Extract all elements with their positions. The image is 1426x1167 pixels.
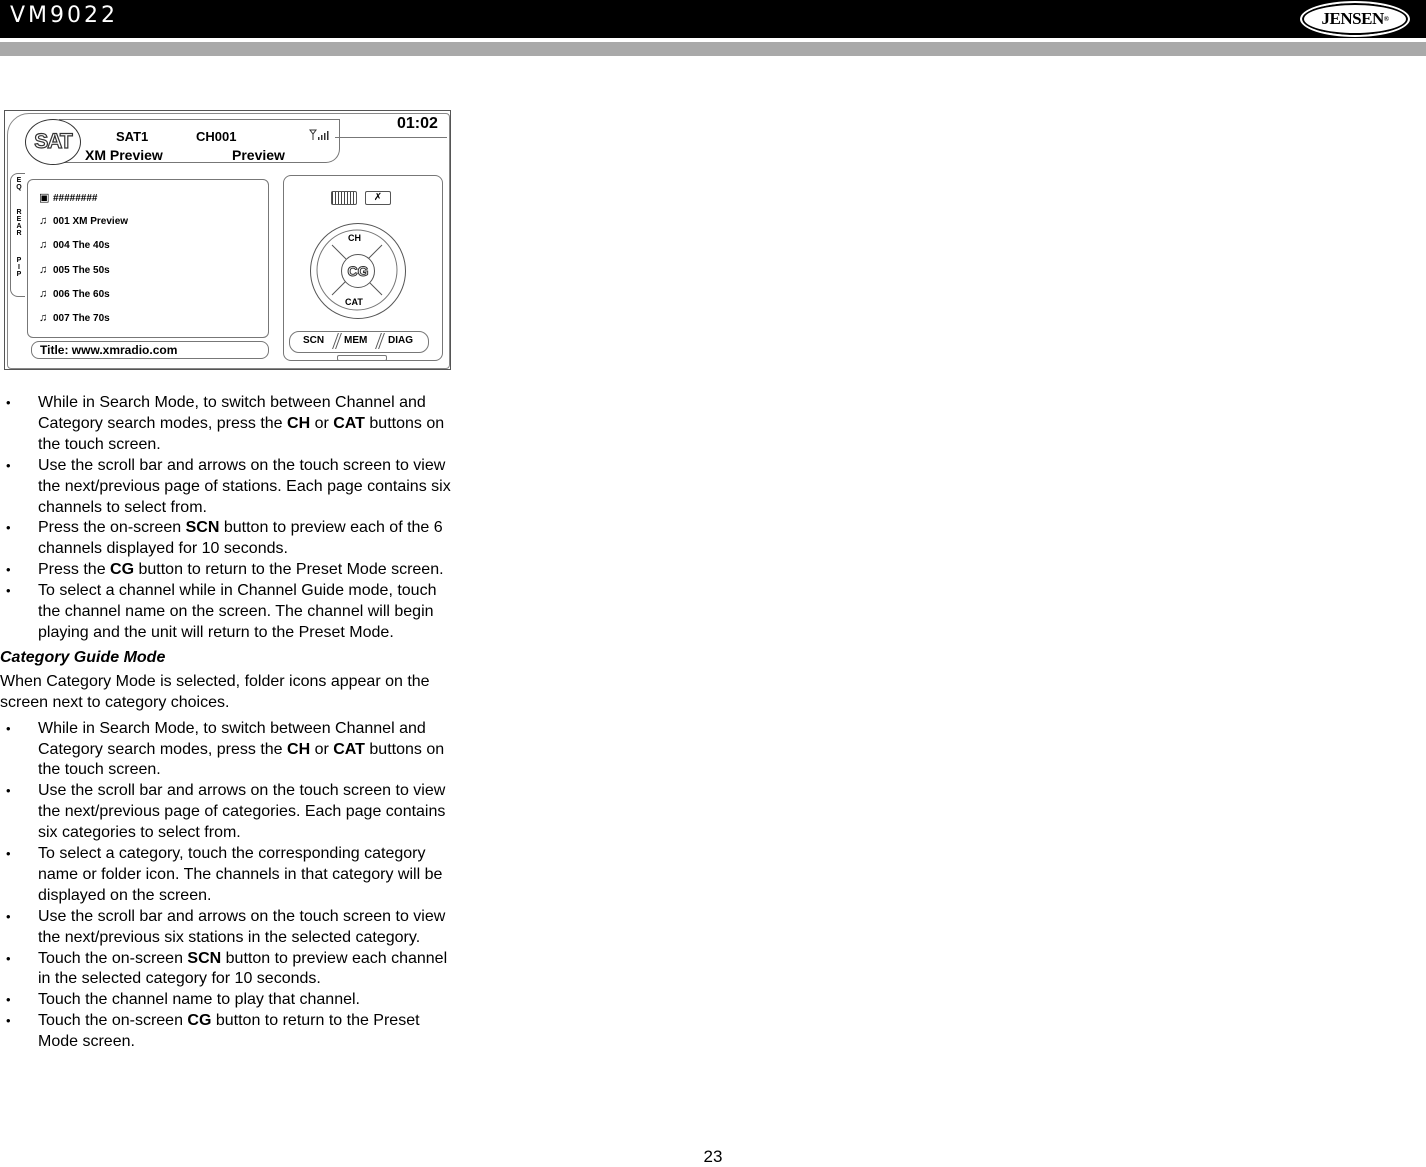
bold-term: SCN — [187, 949, 222, 967]
bullet-text: Touch the on-screen — [38, 1012, 188, 1030]
scn-button[interactable]: SCN — [303, 335, 325, 346]
bold-term: CAT — [333, 414, 365, 432]
diag-button[interactable]: DIAG — [388, 335, 413, 346]
bullet-item — [0, 393, 452, 456]
bullet-text: or — [310, 740, 334, 758]
screen-illustration — [4, 110, 451, 370]
title-text: Title: www.xmradio.com — [40, 343, 178, 357]
tab-eq[interactable]: E Q — [16, 177, 22, 191]
category-guide-bullets — [0, 719, 452, 1054]
list-item[interactable] — [39, 191, 98, 204]
bold-term: CG — [110, 561, 135, 579]
bullet-item — [0, 781, 452, 844]
bullet-item — [0, 581, 452, 644]
list-item-label: ######## — [53, 193, 98, 204]
bullet-item — [0, 560, 452, 581]
music-note-icon: ♫ — [39, 264, 48, 276]
bullet-item — [0, 990, 452, 1011]
jensen-logo — [1300, 1, 1410, 37]
channel-number: CH001 — [196, 129, 237, 144]
music-note-icon: ♫ — [39, 215, 48, 227]
section-heading: Category Guide Mode — [0, 648, 166, 666]
list-item[interactable] — [39, 288, 110, 300]
ch-button[interactable]: CH — [348, 233, 361, 243]
brand-name: JENSEN — [1321, 9, 1384, 28]
tab-pip[interactable]: P I P — [16, 257, 22, 278]
bullet-text: While in Search Mode, to switch between Channel and Category search modes, press the — [38, 719, 426, 758]
song-title: Preview — [232, 147, 285, 163]
list-item-label: 001 XM Preview — [53, 216, 129, 227]
header-bar — [0, 0, 1426, 38]
bold-term: CAT — [333, 740, 365, 758]
channel-guide-bullets — [0, 393, 452, 644]
cg-button[interactable] — [341, 254, 375, 288]
bullet-item — [0, 456, 452, 519]
bullet-text: button to return to the Preset Mode screen. — [134, 561, 444, 579]
signal-strength-icon — [309, 129, 331, 141]
header-divider — [0, 42, 1426, 56]
bullet-text: Use the scroll bar and arrows on the touch screen to view the next/previous page of stations. Each page contains six channels to select from. — [38, 456, 451, 516]
list-item[interactable] — [39, 312, 110, 324]
bullet-text: buttons on the touch screen. — [38, 740, 445, 779]
bullet-text: Touch the channel name to play that channel. — [38, 991, 360, 1009]
bullet-text: buttons on the touch screen. — [38, 414, 445, 453]
bold-term: CG — [187, 1012, 212, 1030]
tools-button[interactable] — [365, 191, 391, 205]
bullet-text: or — [310, 414, 334, 432]
model-name: VM9022 — [10, 3, 119, 28]
channel-name: XM Preview — [85, 147, 163, 163]
cg-label: CG — [347, 263, 369, 279]
mem-button[interactable]: MEM — [344, 335, 368, 346]
list-item-label: 006 The 60s — [53, 289, 110, 300]
list-item-label: 004 The 40s — [53, 240, 110, 251]
bullet-item — [0, 518, 452, 560]
bullet-text: button to preview each of the 6 channels displayed for 10 seconds. — [38, 519, 443, 558]
list-item-label: 007 The 70s — [53, 313, 110, 324]
body-text — [0, 393, 452, 1053]
folder-icon: ▣ — [39, 192, 50, 204]
bold-term: CH — [287, 740, 311, 758]
bullet-text: Touch the on-screen — [38, 949, 188, 967]
list-item[interactable] — [39, 239, 110, 251]
bullet-item — [0, 949, 452, 991]
bullet-text: Use the scroll bar and arrows on the touch screen to view the next/previous page of categories. Each page contains six categories to select from. — [38, 782, 446, 842]
bullet-text: To select a channel while in Channel Guide mode, touch the channel name on the screen. The channel will begin playing and the unit will return to the Preset Mode. — [38, 582, 437, 641]
tools-icon: ✗ — [373, 192, 383, 203]
bottom-slot — [337, 355, 387, 361]
sat-label: SAT — [34, 130, 72, 153]
bullet-text: Press the — [38, 561, 111, 579]
bullet-text: button to preview each channel in the selected category for 10 seconds. — [38, 949, 448, 988]
grid-button[interactable] — [331, 191, 357, 205]
bold-term: SCN — [185, 519, 220, 537]
bullet-item — [0, 719, 452, 782]
bullet-text: Use the scroll bar and arrows on the touch screen to view the next/previous six stations in the selected category. — [38, 907, 446, 946]
music-note-icon: ♫ — [39, 239, 48, 251]
bullet-item — [0, 1011, 452, 1053]
sat-source-button[interactable] — [25, 119, 81, 165]
cat-button[interactable]: CAT — [345, 297, 363, 307]
bullet-item — [0, 844, 452, 907]
bullet-text: While in Search Mode, to switch between Channel and Category search modes, press the — [38, 394, 426, 432]
bullet-text: button to return to the Preset Mode screen. — [38, 1012, 420, 1051]
list-item[interactable] — [39, 215, 128, 227]
music-note-icon: ♫ — [39, 288, 48, 300]
tab-rear[interactable]: R E A R — [16, 209, 22, 237]
band-label: SAT1 — [116, 129, 149, 144]
bullet-text: Press the on-screen — [38, 519, 186, 537]
page-number: 23 — [703, 1147, 723, 1166]
bullet-text: To select a category, touch the corresponding category name or folder icon. The channels in that category will be displayed on the screen. — [38, 845, 443, 904]
registered-mark: ® — [1383, 15, 1389, 23]
section-paragraph: When Category Mode is selected, folder icons appear on the screen next to category choices. — [0, 672, 430, 711]
bullet-item — [0, 907, 452, 949]
clock: 01:02 — [397, 115, 438, 132]
clock-underline — [335, 137, 447, 138]
music-note-icon: ♫ — [39, 312, 48, 324]
list-item-label: 005 The 50s — [53, 265, 110, 276]
bold-term: CH — [287, 414, 311, 432]
list-item[interactable] — [39, 264, 110, 276]
